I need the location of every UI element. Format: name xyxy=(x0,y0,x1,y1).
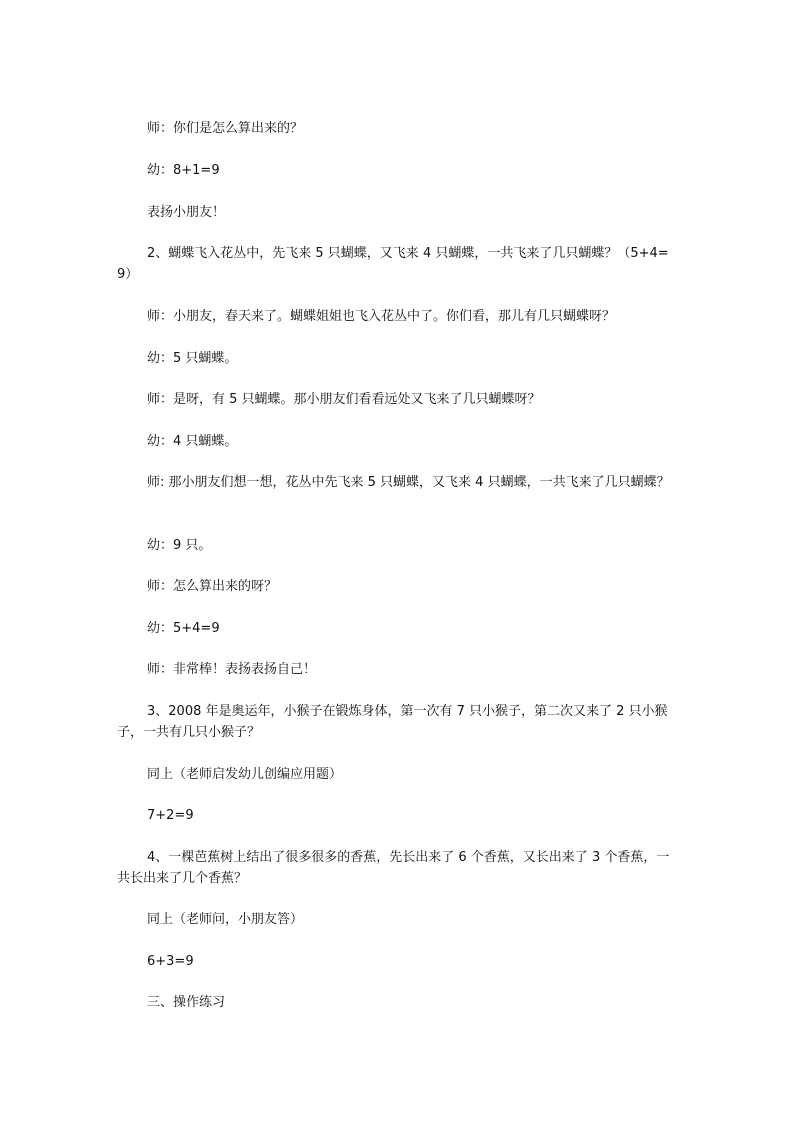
paragraph-problem-3: 3、2008 年是奥运年，小猴子在锻炼身体，第一次有 7 只小猴子，第二次又来了 2 只小猴子，一共有几只小猴子？ xyxy=(117,704,668,740)
paragraph-problem-2: 2、蝴蝶飞入花丛中，先飞来 5 只蝴蝶，又飞来 4 只蝴蝶，一共飞来了几只蝴蝶？（5+4=9） xyxy=(117,246,669,282)
paragraph-same-2: 同上（老师问，小朋友答） xyxy=(147,912,304,927)
paragraph-problem-4: 4、一棵芭蕉树上结出了很多很多的香蕉，先长出来了 6 个香蕉，又长出来了 3 个香蕉，一共长出来了几个香蕉？ xyxy=(117,850,670,886)
paragraph-child-five: 幼：5 只蝴蝶。 xyxy=(147,351,238,366)
paragraph-teacher-question: 师：你们是怎么算出来的？ xyxy=(147,121,304,136)
paragraph-teacher-think: 师: 那小朋友们想一想，花丛中先飞来 5 只蝴蝶，又飞来 4 只蝴蝶，一共飞来了几只蝴蝶？ xyxy=(147,475,670,490)
paragraph-teacher-praise: 师：非常棒！表扬表扬自己！ xyxy=(147,662,317,677)
paragraph-praise: 表扬小朋友！ xyxy=(147,205,226,220)
section-heading-practice: 三、操作练习 xyxy=(147,995,226,1010)
paragraph-child-equation: 幼：5+4=9 xyxy=(147,621,220,636)
paragraph-child-answer: 幼：8+1=9 xyxy=(147,163,220,178)
paragraph-child-nine: 幼：9 只。 xyxy=(147,538,212,553)
paragraph-child-four: 幼：4 只蝴蝶。 xyxy=(147,434,238,449)
paragraph-equation-7-2: 7+2=9 xyxy=(147,808,194,823)
paragraph-equation-6-3: 6+3=9 xyxy=(147,954,194,969)
paragraph-teacher-far: 师：是呀，有 5 只蝴蝶。那小朋友们看看远处又飞来了几只蝴蝶呀？ xyxy=(147,392,541,407)
paragraph-teacher-spring: 师：小朋友，春天来了。蝴蝶姐姐也飞入花丛中了。你们看，那儿有几只蝴蝶呀？ xyxy=(147,309,616,324)
paragraph-teacher-how: 师：怎么算出来的呀？ xyxy=(147,579,278,594)
paragraph-same-1: 同上（老师启发幼儿创编应用题） xyxy=(147,767,343,782)
